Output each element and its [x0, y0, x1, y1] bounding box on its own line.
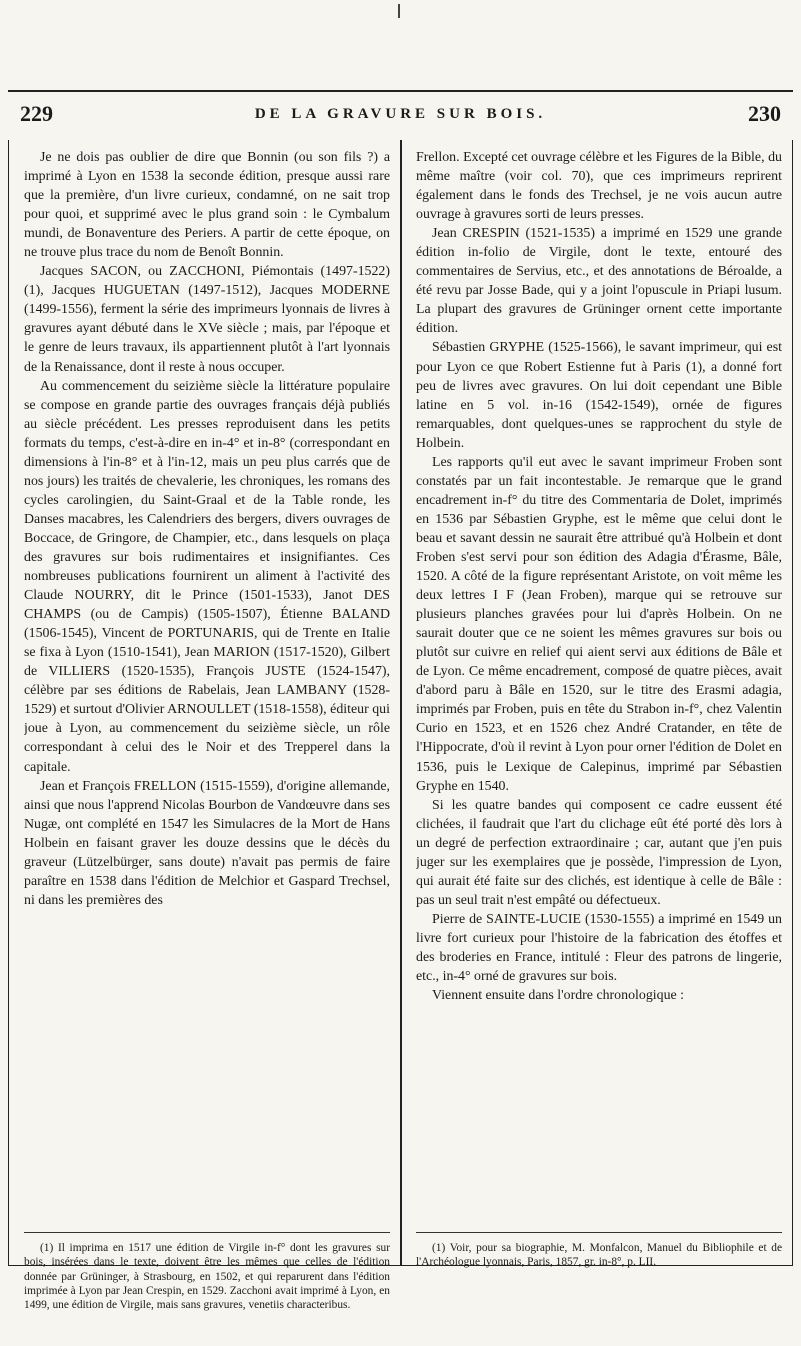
left-column-body: [24, 148, 390, 1218]
running-head: [8, 96, 793, 132]
footnote-rule: [416, 1232, 782, 1233]
header-rule: [8, 90, 793, 92]
right-column-body: [416, 148, 782, 1218]
paragraph: Si les quatre bandes qui composent ce cadre eussent été clichées, il faudrait que l'art du clichage eût été porté dès lors à un degré de perfection extraordinaire ; car, autant que j'en puis juger sur les exemplaires que je possède, l'impression de Lyon, qui aurait été faite sur des clichés, est identique à celle de Bâle : pas un seul trait n'est empâté ou défectueux.: [416, 797, 782, 908]
footnote-rule: [24, 1232, 390, 1233]
paragraph: Jean CRESPIN (1521-1535) a imprimé en 1529 une grande édition in-folio de Virgile, dont le texte, entouré des commentaires de Servius, etc., et des annotations de Béroalde, a été revu par Josse Bade, qui y a joint l'opuscule in Priapi lusum. La plupart des gravures de Grüninger ornent cette importante édition.: [416, 226, 782, 337]
footnote: (1) Voir, pour sa biographie, M. Monfalcon, Manuel du Bibliophile et de l'Archéologue lyonnais, Paris, 1857, gr. in-8°, p. LII.: [416, 1242, 782, 1269]
column-divider: [400, 140, 402, 1266]
paragraph: Viennent ensuite dans l'ordre chronologique :: [432, 988, 685, 1004]
page-number-left: 229: [20, 101, 53, 126]
running-title: DE LA GRAVURE SUR BOIS.: [254, 105, 547, 122]
page-number-right: 230: [747, 101, 781, 126]
paragraph: Pierre de SAINTE-LUCIE (1530-1555) a imprimé en 1549 un livre fort curieux pour l'histoire de la fabrication des étoffes et des broderies en France, intitulé : Fleur des patrons de lingerie, etc., in-4° orné de gravures sur bois.: [416, 911, 782, 985]
left-column: [24, 148, 390, 1312]
paragraph: Frellon. Excepté cet ouvrage célèbre et les Figures de la Bible, du même maître (voir col. 70), que ces imprimeurs reprirent également dans le fonds des Trechsel, je ne vois aucun autre ouvrage à gravures sorti de leurs presses.: [416, 150, 782, 223]
right-column: [416, 148, 782, 1270]
footnote: (1) Il imprima en 1517 une édition de Virgile in-f° dont les gravures sur bois, insérées dans le texte, doivent être les mêmes que celles de l'édition donnée par Grüninger, à Strasbourg, en 1502, et qui reparurent dans l'édition imprimée à Lyon par Jean Crespin, en 1529. Zacchoni avait imprimé à Lyon, en 1499, une édition de Virgile, mais sans gravures, venetiis characteribus.: [24, 1242, 390, 1312]
paragraph: Je ne dois pas oublier de dire que Bonnin (ou son fils ?) a imprimé à Lyon en 1538 la seconde édition, presque aussi rare que la première, d'un livre curieux, condamné, on ne sait trop pour quoi, et supprimé avec le plus grand soin : le Cymbalum mundi, de Bonaventure des Periers. A partir de cette époque, on ne trouve plus trace du nom de Benoît Bonnin.: [24, 150, 390, 261]
paragraph: Jean et François FRELLON (1515-1559), d'origine allemande, ainsi que nous l'apprend Nicolas Bourbon de Vandœuvre dans ses Nugæ, ont complété en 1547 les Simulacres de la Mort de Hans Holbein en faisant graver les douze dessins que le décès du graveur (Lützelbürger, sans doute) n'avait pas permis de faire paraître en 1538 dans l'édition de Melchior et Gaspard Trechsel, ni dans les premières des: [24, 778, 390, 908]
paragraph: Sébastien GRYPHE (1525-1566), le savant imprimeur, qui est pour Lyon ce que Robert Estienne fut à Paris (1), a donné fort peu de livres avec gravures. On lui doit cependant une Bible latine en 5 vol. in-16 (1542-1549), ornée de figures remarquables, dont quelques-unes se rapprochent du style de Holbein.: [416, 340, 782, 451]
paragraph: Jacques SACON, ou ZACCHONI, Piémontais (1497-1522) (1), Jacques HUGUETAN (1497-1512), Jacques MODERNE (1499-1556), ferment la série des imprimeurs lyonnais de livres à gravures ayant débuté dans le XVe siècle ; mais, par l'époque et le genre de leurs travaux, ils appartiennent plutôt à l'art lyonnais de la Renaissance, dont il reste à nous occuper.: [24, 264, 390, 375]
page-top-mark: [398, 4, 400, 18]
paragraph: Les rapports qu'il eut avec le savant imprimeur Froben sont constatés par un fait incontestable. Je remarque que le grand encadrement in-f° du titre des Commentaria de Dolet, imprimés en 1536 par Sébastien Gryphe, est le même que celui dont le beau et savant dessin ne saurait être attribué qu'à Holbein et dont Froben s'est servi pour son édition des Adagia d'Érasme, Bâle, 1520. A côté de la figure représentant Aristote, on voit même les deux lettres I F (Jean Froben), marque qui se retrouve sur plusieurs planches gravées pour lui d'après Holbein. On ne saurait douter que ce ne soient les mêmes gravures sur bois ou plutôt sur cuivre en relief qui aient servi aux éditions de Bâle et de Lyon. Ce même encadrement, composé de quatre pièces, avait d'abord paru à Bâle en 1520, sur le titre des Erasmi adagia, imprimés par Froben, puis en tête du Strabon in-f°, chez Valentin Curio en 1523, et en 1526 chez André Cratander, en tête de l'Hippocrate, d'où il revint à Lyon pour orner l'édition de Dolet en 1536, puis le Lexique de Calepinus, imprimé par Sébastien Gryphe en 1540.: [416, 454, 782, 794]
paragraph: Au commencement du seizième siècle la littérature populaire se compose en grande partie des ouvrages français déjà publiés au siècle précédent. Les presses reproduisent dans les petits formats du temps, c'est-à-dire en in-4° et in-8° (correspondant en dimensions à l'in-8° et à l'in-12, mais un peu plus carrés que de nos jours) les traités de chevalerie, les chroniques, les romans des cycles carolingien, du Saint-Graal et de la Table ronde, les Danses macabres, les Calendriers des bergers, divers ouvrages de Boccace, de Gringore, de Champier, etc., dans lesquels on plaça des gravures sur bois rudimentaires et insignifiantes. Ces nombreuses publications fournirent un aliment à l'activité des Claude NOURRY, dit le Prince (1501-1533), Janot DES CHAMPS (ou de Campis) (1505-1507), Étienne BALAND (1506-1545), Vincent de PORTUNARIS, qui de Trente en Italie se fixa à Lyon (1510-1541), Jean MARION (1517-1520), Gilbert de VILLIERS (1520-1535), François JUSTE (1524-1547), célèbre par ses éditions de Rabelais, Jean LAMBANY (1528-1529) et surtout d'Olivier ARNOULLET (1518-1558), éditeur qui joue à Lyon, au commencement du seizième siècle, un rôle correspondant à celui des le Noir et des Trepperel dans la capitale.: [24, 378, 390, 775]
